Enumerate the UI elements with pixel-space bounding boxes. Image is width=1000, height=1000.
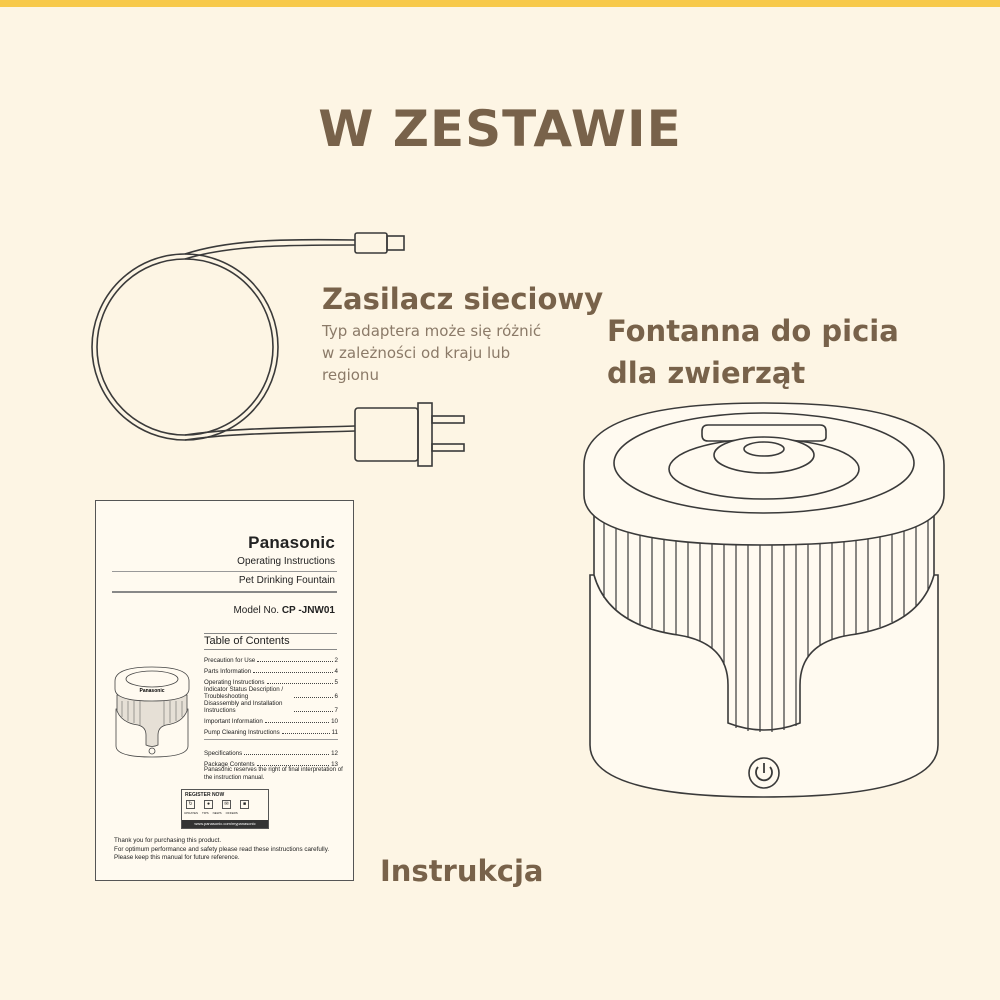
manual-toc — [204, 653, 338, 768]
manual-booklet-icon — [95, 500, 354, 881]
power-icon[interactable] — [749, 758, 779, 788]
manual-divider — [204, 633, 337, 634]
toc-divider — [204, 739, 338, 746]
register-title: REGISTER NOW — [185, 792, 225, 798]
manual-label: Instrukcja — [380, 854, 544, 888]
manual-reserve-note: Panasonic reserves the right of final interpretation of the instruction manual. — [204, 767, 343, 781]
manual-model-number: CP -JNW01 — [281, 605, 335, 616]
fountain-label-line2: dla zwierząt — [607, 356, 806, 390]
manual-model-prefix: Model No. — [233, 605, 280, 616]
offers-icon: ■ — [240, 800, 249, 809]
updates-icon: ↻ — [186, 800, 195, 809]
toc-row: Pump Cleaning Instructions 11 — [204, 729, 338, 736]
register-url: www.panasonic.com/mypanasonic — [182, 820, 268, 828]
adapter-label: Zasilacz sieciowy — [322, 282, 604, 316]
news-icon: ✉ — [222, 800, 231, 809]
tips-icon: ● — [204, 800, 213, 809]
toc-row: Disassembly and Installation Instructions 7 — [204, 700, 338, 714]
manual-brand: Panasonic — [248, 533, 335, 552]
register-captions: UPDATES TIPS NEWS OFFERS — [184, 811, 238, 815]
fountain-label — [607, 310, 899, 394]
register-box — [181, 789, 269, 829]
manual-divider — [112, 591, 337, 593]
manual-model — [233, 605, 335, 616]
toc-row: Parts Information 4 — [204, 668, 338, 675]
toc-row: Indicator Status Description / Troubleshooting 6 — [204, 686, 338, 700]
register-icons — [186, 800, 249, 809]
manual-toc-title: Table of Contents — [204, 635, 290, 647]
top-accent-bar — [0, 0, 1000, 7]
toc-row: Operating Instructions 5 — [204, 679, 338, 686]
mini-fountain-icon — [112, 661, 192, 761]
adapter-note: Typ adaptera może się różnić w zależności od kraju lub regionu — [322, 322, 542, 384]
page-title: W ZESTAWIE — [318, 100, 682, 158]
manual-product: Pet Drinking Fountain — [238, 575, 335, 586]
mini-brand: Panasonic — [139, 688, 165, 694]
toc-row: Specifications 12 — [204, 750, 338, 757]
toc-row: Precaution for Use 2 — [204, 657, 338, 664]
pet-fountain-icon — [578, 385, 950, 805]
fountain-label-line1: Fontanna do picia — [607, 314, 899, 348]
manual-divider — [112, 571, 337, 572]
toc-row: Important Information 10 — [204, 718, 338, 725]
toc-row: Package Contents 13 — [204, 761, 338, 768]
manual-doc-type: Operating Instructions — [237, 556, 335, 567]
manual-thanks: Thank you for purchasing this product. For optimum performance and safety please read these instructions carefully. Please keep this manual for future reference. — [114, 837, 330, 861]
manual-divider — [204, 649, 337, 650]
